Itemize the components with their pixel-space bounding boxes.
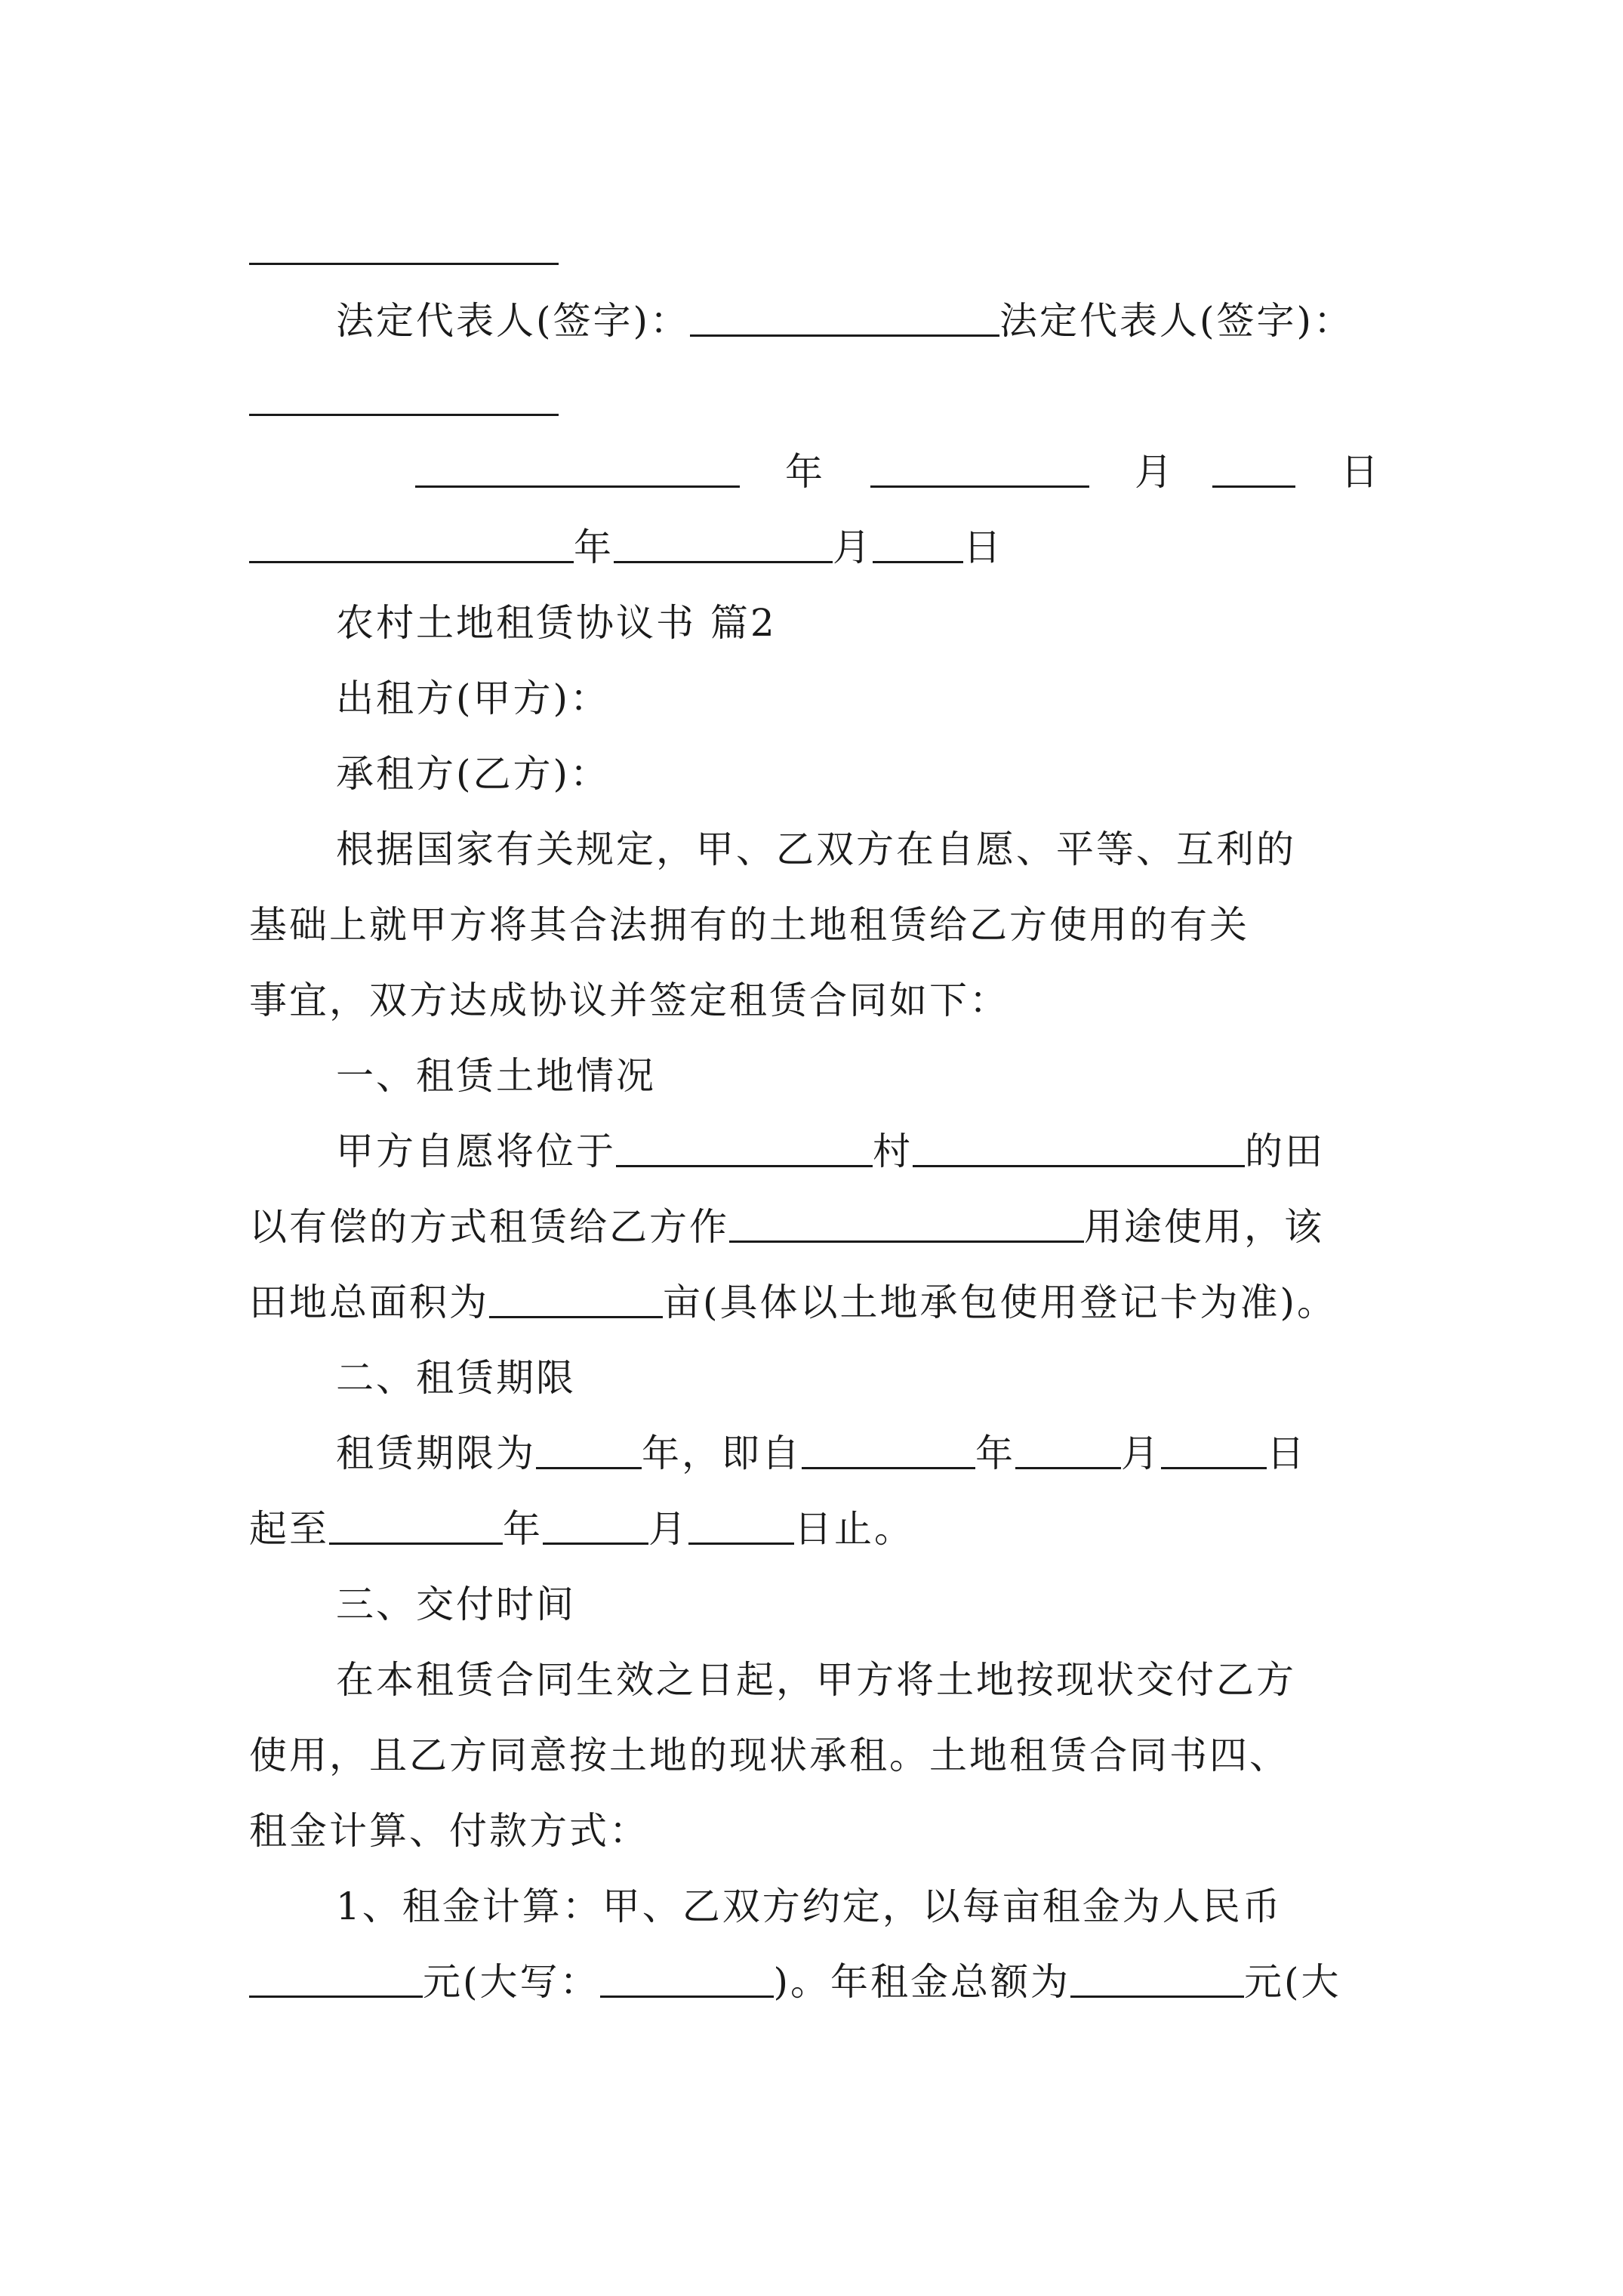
- year-label: 年: [574, 525, 614, 569]
- intro-line: 根据国家有关规定，甲、乙双方在自愿、平等、互利的: [336, 827, 1296, 871]
- text-run: 日: [1267, 1432, 1307, 1475]
- start-month-blank: [1015, 1425, 1121, 1469]
- paragraph-1-line: [249, 1114, 1476, 1189]
- paragraph-2-line: [249, 1416, 1476, 1491]
- text-run: 田地总面积为: [249, 1281, 489, 1324]
- text-run: 年: [975, 1432, 1015, 1475]
- start-day-blank: [1161, 1425, 1267, 1469]
- day-label: 日: [1341, 450, 1381, 494]
- usage-blank: [729, 1198, 1084, 1243]
- text-run: 日止。: [794, 1507, 914, 1551]
- month-blank: [870, 443, 1089, 488]
- paragraph-3-line: 使用，且乙方同意按土地的现状承租。土地租赁合同书四、: [249, 1734, 1289, 1777]
- text-run: 亩(具体以土地承包使用登记卡为准)。: [663, 1281, 1338, 1324]
- lessee-line: 承租方(乙方)：: [336, 752, 611, 796]
- heading-2: 二、租赁期限: [336, 1356, 576, 1400]
- text-run: 月: [648, 1507, 688, 1551]
- text-run: 用途使用，该: [1084, 1205, 1324, 1249]
- month-blank: [614, 519, 833, 563]
- village-blank: [913, 1123, 1245, 1167]
- signature-blank: [249, 263, 559, 265]
- annual-rent-blank: [1070, 1953, 1244, 1998]
- text-run: 村: [873, 1130, 913, 1173]
- rep-signature-line: [249, 283, 1476, 359]
- paragraph-4-line: 1、租金计算：甲、乙双方约定，以每亩租金为人民币: [336, 1885, 1283, 1928]
- heading-1: 一、租赁土地情况: [336, 1054, 656, 1098]
- day-blank: [1212, 443, 1295, 488]
- location-blank: [616, 1123, 873, 1167]
- rep-label-a: 法定代表人(签字)：: [336, 299, 691, 343]
- year-blank: [249, 519, 574, 563]
- month-label: 月: [833, 525, 873, 569]
- section-title: 农村土地租赁协议书 篇2: [336, 601, 777, 645]
- text-run: 元(大写：: [423, 1960, 600, 2004]
- rep-label-b: 法定代表人(签字)：: [999, 299, 1354, 343]
- day-label: 日: [963, 525, 1003, 569]
- date-line-a: [249, 434, 1389, 510]
- intro-line: 事宜，双方达成协议并签定租赁合同如下：: [249, 978, 1009, 1022]
- text-run: )。年租金总额为: [773, 1960, 1071, 2004]
- paragraph-1-line: [249, 1189, 1389, 1265]
- end-day-blank: [688, 1500, 794, 1545]
- paragraph-3-line: 租金计算、付款方式：: [249, 1809, 649, 1853]
- text-run: 的田: [1245, 1130, 1325, 1173]
- start-year-blank: [802, 1425, 975, 1469]
- year-blank: [415, 443, 740, 488]
- text-run: 甲方自愿将位于: [336, 1130, 616, 1173]
- area-blank: [489, 1274, 663, 1318]
- text-run: 月: [1121, 1432, 1161, 1475]
- lessor-line: 出租方(甲方)：: [336, 676, 611, 720]
- text-run: 以有偿的方式租赁给乙方作: [249, 1205, 729, 1249]
- day-blank: [873, 519, 963, 563]
- text-run: 年: [503, 1507, 543, 1551]
- paragraph-4-line: [249, 1944, 1389, 2020]
- month-label: 月: [1135, 450, 1175, 494]
- intro-line: 基础上就甲方将其合法拥有的土地租赁给乙方使用的有关: [249, 903, 1249, 947]
- heading-3: 三、交付时间: [336, 1583, 576, 1626]
- year-label: 年: [785, 450, 825, 494]
- date-line-b: [249, 510, 1389, 585]
- term-years-blank: [536, 1425, 642, 1469]
- rent-uppercase-blank: [600, 1953, 774, 1998]
- text-run: 年，即自: [642, 1432, 802, 1475]
- end-month-blank: [543, 1500, 648, 1545]
- text-run: 元(大: [1244, 1960, 1341, 2004]
- text-run: 租赁期限为: [336, 1432, 536, 1475]
- paragraph-3-line: 在本租赁合同生效之日起，甲方将土地按现状交付乙方: [336, 1658, 1296, 1702]
- signature-blank: [690, 292, 999, 337]
- end-year-blank: [329, 1500, 503, 1545]
- rent-per-mu-blank: [249, 1953, 423, 1998]
- signature-blank: [249, 414, 559, 416]
- text-run: 起至: [249, 1507, 329, 1551]
- paragraph-1-line: [249, 1265, 1389, 1340]
- paragraph-2-line: [249, 1491, 1389, 1567]
